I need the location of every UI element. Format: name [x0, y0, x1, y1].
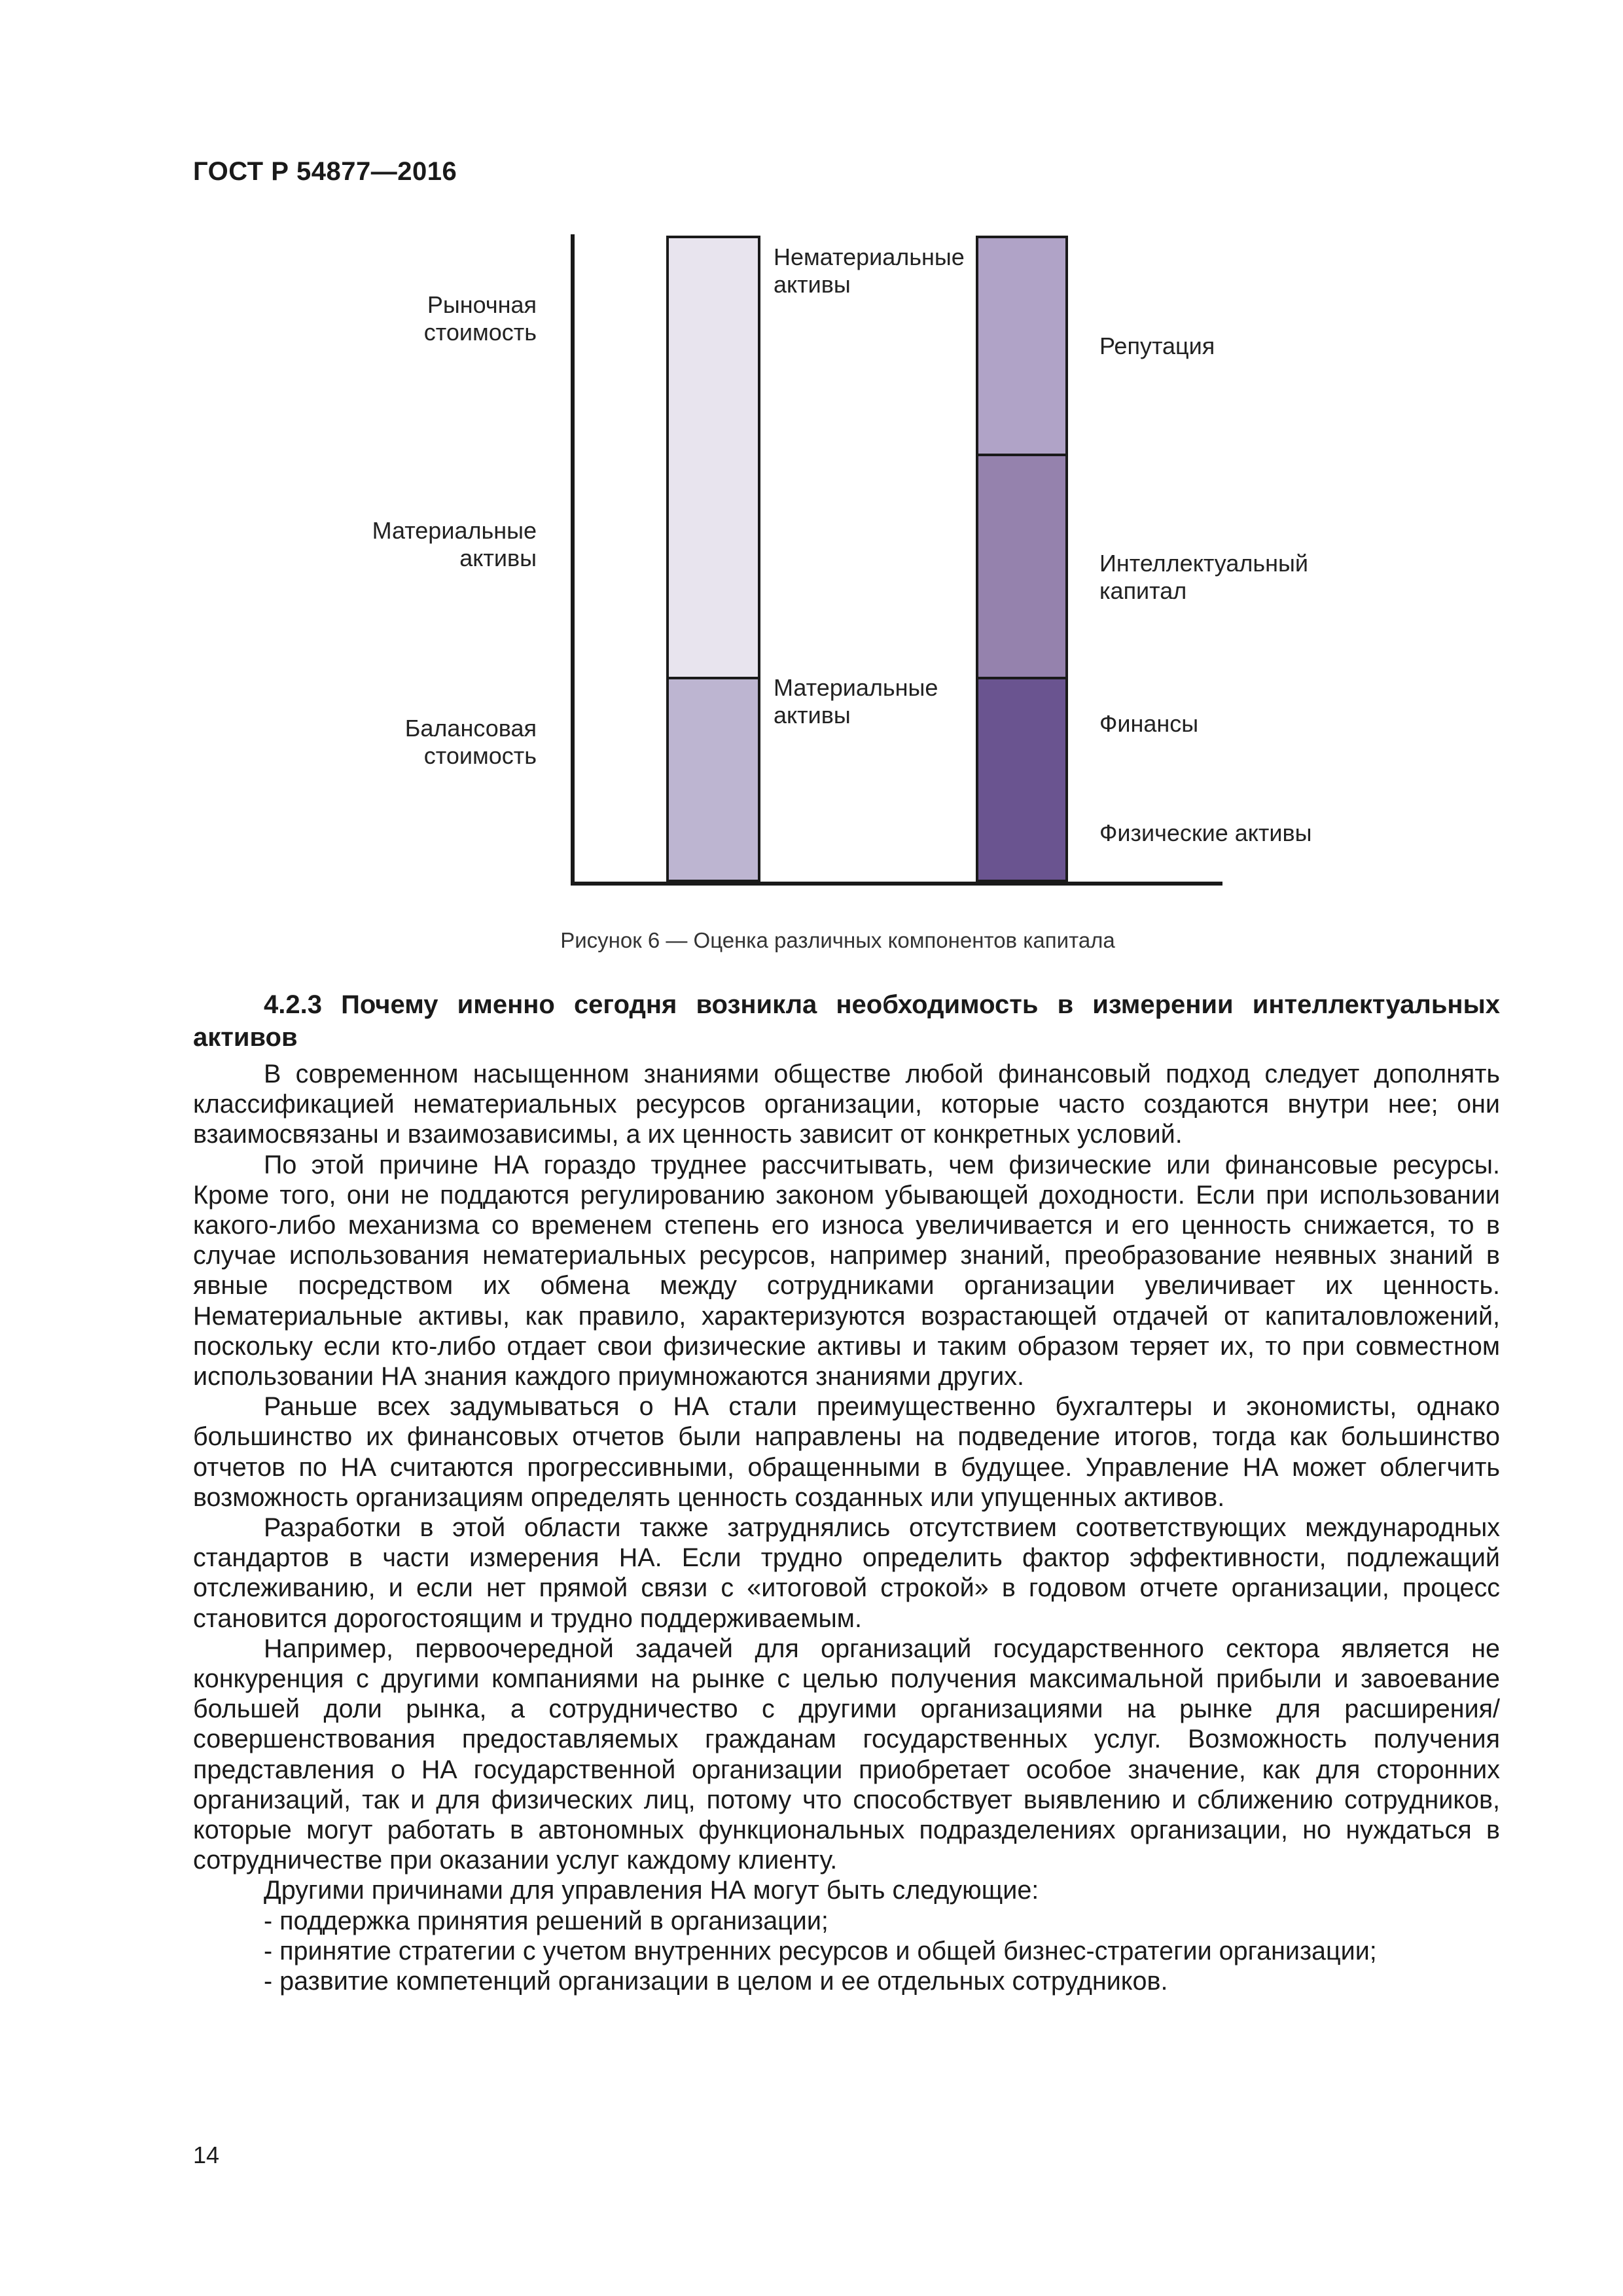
bar2-finance-physical-segment — [977, 678, 1067, 881]
paragraph: Другими причинами для управления НА могут быть следующие: — [264, 1876, 1039, 1905]
paragraph: Разработки в этой области также затруднялись отсутствием соответствующих международных стандартов в части измерения НА. Если трудно определить фактор эффективности, подлежащий отслеживанию, и если нет прямой связи с «итоговой строкой» в годовом отчете организации, процесс становится дорогостоящим и трудно поддерживаемым. — [193, 1513, 1500, 1633]
section-heading: 4.2.3 Почему именно сегодня возникла необходимость в измерении интеллектуальных активов — [193, 990, 1500, 1052]
list-item: - развитие компетенций организации в целом и ее отдельных сотрудников. — [264, 1967, 1168, 1996]
paragraph: Раньше всех задумываться о НА стали преимущественно бухгалтеры и экономисты, однако большинство их финансовых отчетов были направлены на подведение итогов, тогда как большинство отчетов по НА считаются прогрессивными, обращенными в будущее. Управление НА может облегчить возможность организациям определять ценность созданных или упущенных активов. — [193, 1392, 1500, 1512]
label-market-value: Рыночная стоимость — [423, 291, 537, 346]
paragraph: По этой причине НА гораздо труднее рассчитывать, чем физические или финансовые ресурсы. Кроме того, они не поддаются регулированию законом убывающей доходности. Если при использовании какого-либо механизма со временем степень его износа увеличивается и его ценность снижается, то в случае использования нематериальных ресурсов, например знаний, преобразование неявных знаний в явные посредством их обмена между сотрудниками организации увеличивает их ценность. Нематериальные активы, как правило, характеризуются возрастающей отдачей от капиталовложений, поскольку если кто-либо отдает свои физические активы и таким образом теряет их, то при совместном использовании НА знания каждого приумножаются знаниями других. — [193, 1150, 1500, 1391]
label-reputation: Репутация — [1099, 332, 1215, 359]
document-header: ГОСТ Р 54877—2016 — [193, 157, 457, 186]
body-text — [193, 1059, 1500, 1996]
label-finance: Финансы — [1099, 710, 1199, 737]
list-item: - поддержка принятия решений в организации; — [264, 1906, 829, 1935]
label-tangible-assets-middle: Материальные активы — [774, 674, 938, 728]
bar1-tangible-segment — [668, 678, 759, 881]
bar2-intellectual-capital-segment — [977, 455, 1067, 678]
page-number: 14 — [193, 2142, 220, 2168]
bar2-reputation-segment — [977, 237, 1067, 455]
figure-graphic — [0, 223, 1623, 916]
label-intellectual-capital: Интеллектуальный капитал — [1099, 550, 1308, 604]
bar1-intangible-segment — [668, 237, 759, 678]
label-tangible-assets-left: Материальные активы — [372, 517, 537, 571]
label-book-value: Балансовая стоимость — [404, 715, 537, 769]
label-physical-assets: Физические активы — [1099, 819, 1312, 846]
label-intangible-assets: Нематериальные активы — [774, 243, 965, 298]
paragraph: В современном насыщенном знаниями обществе любой финансовый подход следует дополнять классификацией нематериальных ресурсов организации, которые часто создаются внутри нее; они взаимосвязаны и взаимозависимы, а их ценность зависит от конкретных условий. — [193, 1060, 1500, 1149]
paragraph: Например, первоочередной задачей для организаций государственного сектора является не конкуренция с другими компаниями на рынке с целью получения максимальной прибыли и завоевание большей доли рынка, а сотрудничество с другими организациями на рынке для расширения/совершенствования предоставляемых гражданам государственных услуг. Возможность получения представления о НА государственной организации приобретает особое значение, как для сторонних организаций, так и для физических лиц, потому что способствует выявлению и сближению сотрудников, которые могут работать в автономных функциональных подразделениях организации, но нуждаться в сотрудничестве при оказании услуг каждому клиенту. — [193, 1634, 1500, 1875]
figure-caption: Рисунок 6 — Оценка различных компонентов капитала — [560, 928, 1115, 952]
list-item: - принятие стратегии с учетом внутренних ресурсов и общей бизнес-стратегии организации; — [264, 1936, 1377, 1965]
capital-components-figure — [0, 223, 1623, 916]
